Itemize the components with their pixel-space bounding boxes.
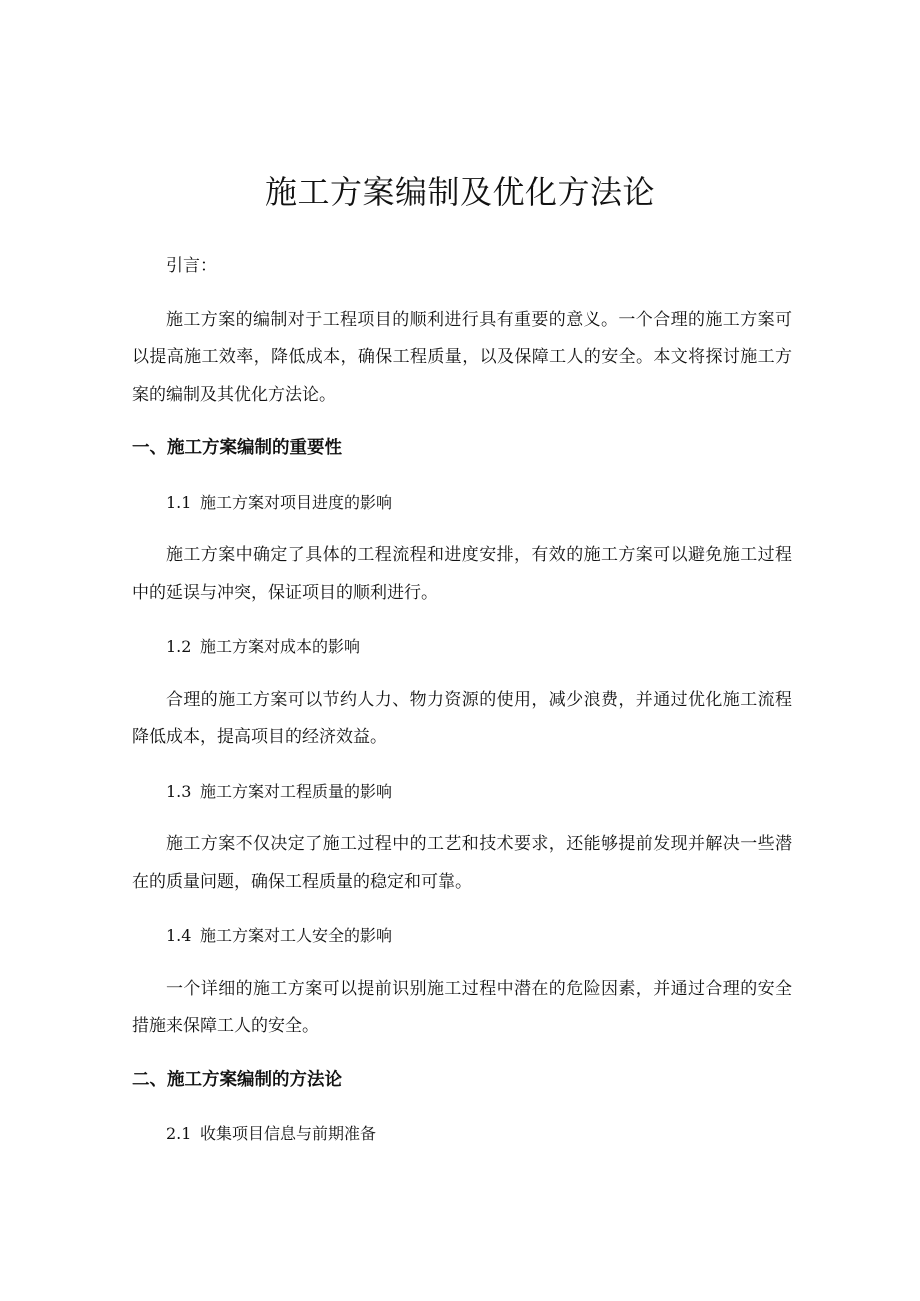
subsection-number: 1.4 — [166, 926, 192, 945]
subsection-number: 2.1 — [166, 1124, 192, 1143]
subsection-title: 施工方案对工程质量的影响 — [200, 781, 393, 801]
subsection-paragraph: 施工方案中确定了具体的工程流程和进度安排，有效的施工方案可以避免施工过程中的延误与冲突，保证项目的顺利进行。 — [132, 545, 792, 603]
intro-label: 引言： — [166, 256, 217, 276]
subsection-paragraph: 施工方案不仅决定了施工过程中的工艺和技术要求，还能够提前发现并解决一些潜在的质量问题，确保工程质量的稳定和可靠。 — [132, 834, 792, 892]
subsection-title: 施工方案对成本的影响 — [200, 637, 361, 656]
section-heading: 二、施工方案编制的方法论 — [132, 1069, 342, 1090]
subsection-heading — [132, 1115, 792, 1153]
subsection-paragraph: 一个详细的施工方案可以提前识别施工过程中潜在的危险因素，并通过合理的安全措施来保障工人的安全。 — [132, 978, 792, 1036]
subsection-number: 1.3 — [166, 781, 192, 801]
subsection-title: 施工方案对工人安全的影响 — [200, 926, 393, 945]
document-body — [132, 248, 792, 1169]
section-heading: 一、施工方案编制的重要性 — [132, 438, 342, 458]
subsection-heading — [132, 484, 792, 522]
subsection-number: 1.1 — [166, 492, 192, 512]
subsection-title: 收集项目信息与前期准备 — [200, 1124, 377, 1143]
subsection-heading — [132, 628, 792, 666]
subsection-heading — [132, 773, 792, 811]
subsection-number: 1.2 — [166, 637, 192, 656]
intro-paragraph: 施工方案的编制对于工程项目的顺利进行具有重要的意义。一个合理的施工方案可以提高施工效率，降低成本，确保工程质量，以及保障工人的安全。本文将探讨施工方案的编制及其优化方法论。 — [132, 309, 792, 405]
subsection-paragraph: 合理的施工方案可以节约人力、物力资源的使用，减少浪费，并通过优化施工流程降低成本，提高项目的经济效益。 — [132, 689, 792, 747]
subsection-heading — [132, 917, 792, 955]
subsection-title: 施工方案对项目进度的影响 — [200, 492, 393, 512]
document-title: 施工方案编制及优化方法论 — [264, 173, 655, 211]
